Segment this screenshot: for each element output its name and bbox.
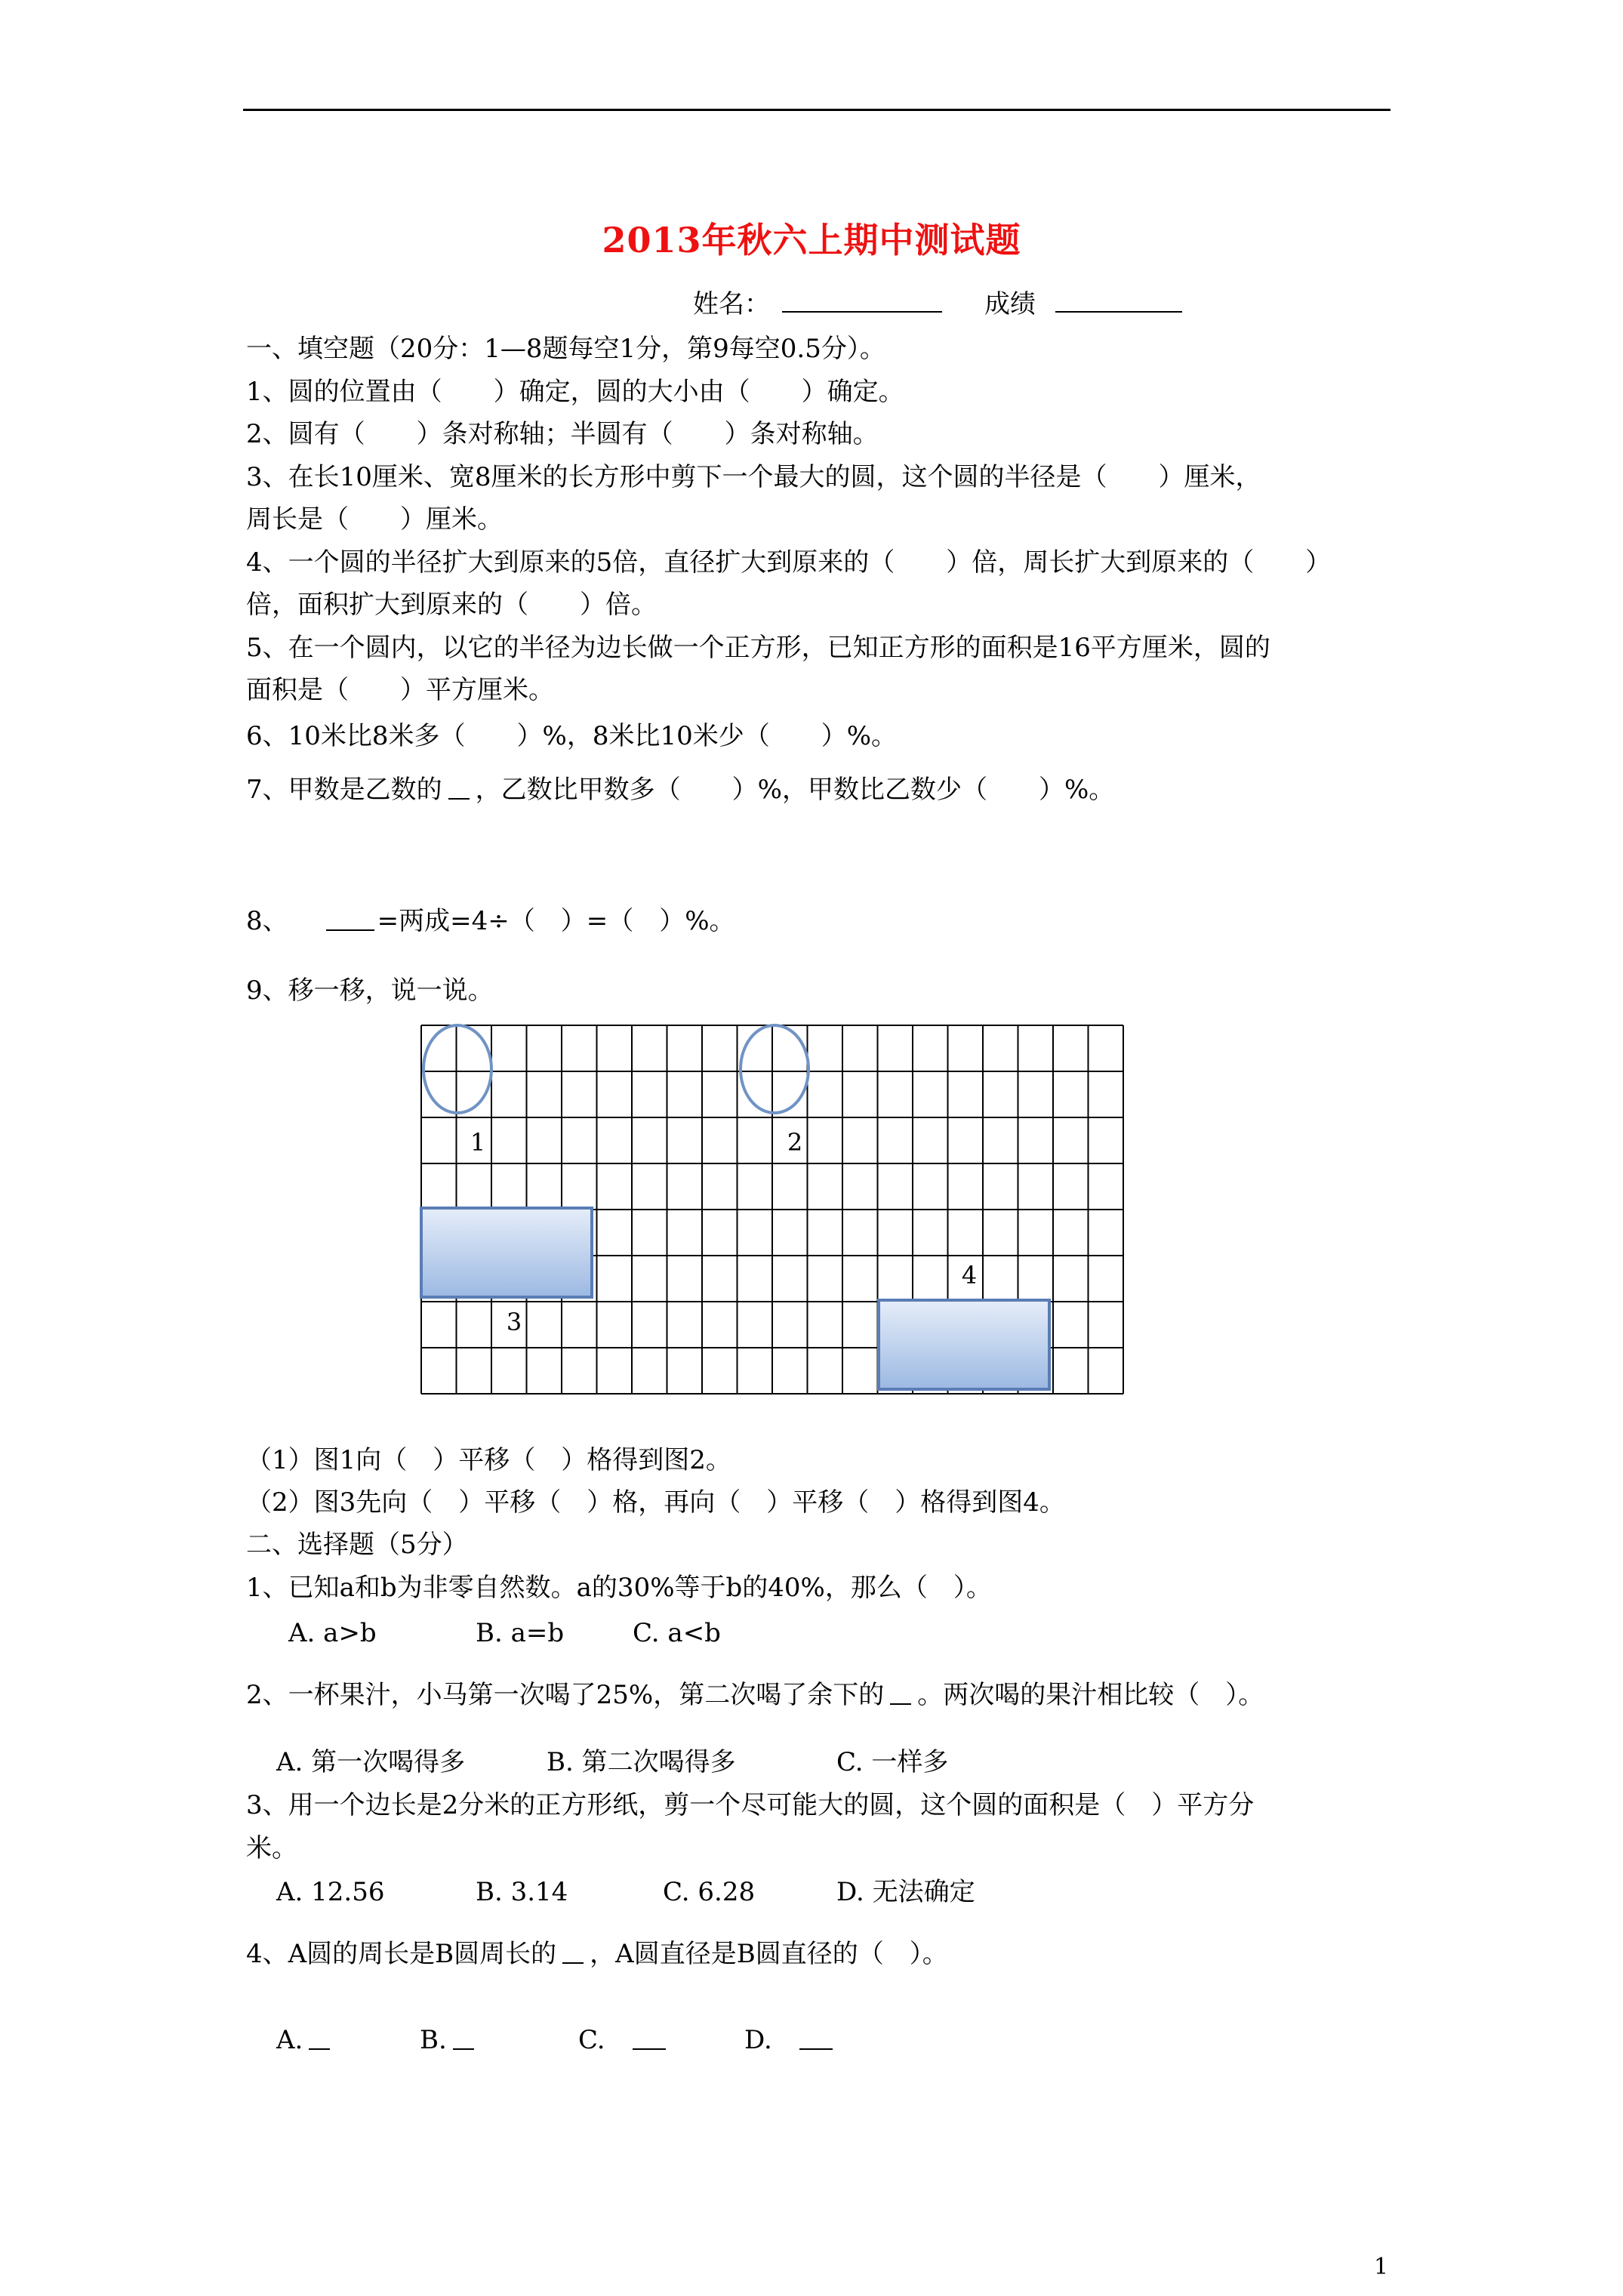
fraction-placeholder <box>326 914 374 931</box>
option-letter: B. <box>420 2025 447 2055</box>
fraction-placeholder <box>799 2033 833 2050</box>
page-number: 1 <box>1374 2254 1389 2280</box>
question-1-8-number: 8、 <box>246 906 288 936</box>
fraction-placeholder <box>890 1688 911 1705</box>
fraction-placeholder <box>633 2033 666 2050</box>
grid-label-2: 2 <box>787 1128 803 1157</box>
fraction-placeholder <box>562 1947 584 1964</box>
question-1-9: 9、移一移，说一说。 <box>246 975 494 1006</box>
question-1-2: 2、圆有（ ）条对称轴；半圆有（ ）条对称轴。 <box>246 419 879 449</box>
question-1-8-text: =两成=4÷（ ）=（ ）%。 <box>377 906 735 936</box>
fraction-placeholder <box>448 783 470 800</box>
question-1-9-sub1: （1）图1向（ ）平移（ ）格得到图2。 <box>246 1445 731 1475</box>
question-1-9-sub2: （2）图3先向（ ）平移（ ）格，再向（ ）平移（ ）格得到图4。 <box>246 1487 1065 1518</box>
question-2-1-option-a[interactable]: A. a>b <box>288 1618 377 1648</box>
option-letter: C. <box>578 2025 605 2055</box>
question-2-4-option-d[interactable] <box>744 2025 839 2055</box>
question-2-4-part2: ，A圆直径是B圆直径的（ ）。 <box>590 1939 948 1969</box>
question-2-3-line1: 3、用一个边长是2分米的正方形纸，剪一个尽可能大的圆，这个圆的面积是（ ）平方分 <box>246 1790 1255 1820</box>
name-blank[interactable] <box>782 288 942 313</box>
rectangle-figure-4 <box>879 1300 1049 1389</box>
question-2-3-option-d[interactable]: D. 无法确定 <box>836 1877 975 1907</box>
question-2-4-option-a[interactable] <box>276 2025 336 2055</box>
fraction-placeholder <box>309 2033 330 2050</box>
score-blank[interactable] <box>1055 288 1182 313</box>
question-2-2-option-b[interactable]: B. 第二次喝得多 <box>547 1747 736 1777</box>
circle-figure-1 <box>423 1025 491 1113</box>
question-1-3-line2: 周长是（ ）厘米。 <box>246 504 503 535</box>
question-2-3-option-b[interactable]: B. 3.14 <box>476 1877 568 1907</box>
question-1-5-line2: 面积是（ ）平方厘米。 <box>246 675 554 705</box>
option-letter: D. <box>744 2025 772 2055</box>
rectangle-figure-3 <box>421 1208 592 1297</box>
question-2-4 <box>246 1939 948 1969</box>
question-1-5-line1: 5、在一个圆内，以它的半径为边长做一个正方形，已知正方形的面积是16平方厘米，圆的 <box>246 633 1270 663</box>
question-2-1: 1、已知a和b为非零自然数。a的30%等于b的40%，那么（ ）。 <box>246 1573 992 1603</box>
grid-label-3: 3 <box>506 1308 522 1336</box>
question-2-4-part1: 4、A圆的周长是B圆周长的 <box>246 1939 557 1969</box>
question-2-3-option-c[interactable]: C. 6.28 <box>663 1877 756 1907</box>
name-label: 姓名： <box>693 289 770 319</box>
translation-grid <box>420 1024 1125 1395</box>
question-2-2-part2: 。两次喝的果汁相比较（ ）。 <box>917 1680 1264 1710</box>
question-1-1: 1、圆的位置由（ ）确定，圆的大小由（ ）确定。 <box>246 377 904 407</box>
question-2-4-option-b[interactable] <box>420 2025 480 2055</box>
question-2-3-option-a[interactable]: A. 12.56 <box>276 1877 385 1907</box>
question-1-8 <box>246 906 735 936</box>
question-2-3-line2: 米。 <box>246 1833 297 1863</box>
section1-heading: 一、填空题（20分：1—8题每空1分，第9每空0.5分）。 <box>246 334 885 364</box>
question-1-6: 6、10米比8米多（ ）%，8米比10米少（ ）%。 <box>246 721 898 751</box>
section2-heading: 二、选择题（5分） <box>246 1530 468 1560</box>
header-rule <box>243 109 1390 111</box>
question-1-7-part2: ，乙数比甲数多（ ）%，甲数比乙数少（ ）%。 <box>475 775 1115 805</box>
question-2-2-option-c[interactable]: C. 一样多 <box>836 1747 949 1777</box>
question-2-2-part1: 2、一杯果汁，小马第一次喝了25%，第二次喝了余下的 <box>246 1680 885 1710</box>
grid-label-1: 1 <box>470 1128 486 1157</box>
question-2-1-option-c[interactable]: C. a<b <box>633 1618 721 1648</box>
score-label: 成绩 <box>984 289 1036 319</box>
circle-figure-2 <box>741 1025 808 1113</box>
question-1-4-line2: 倍，面积扩大到原来的（ ）倍。 <box>246 590 657 620</box>
page-title: 2013年秋六上期中测试题 <box>602 220 1021 260</box>
question-2-4-option-c[interactable] <box>578 2025 672 2055</box>
question-1-4-line1: 4、一个圆的半径扩大到原来的5倍，直径扩大到原来的（ ）倍，周长扩大到原来的（ ） <box>246 547 1332 578</box>
name-score-row <box>693 288 1182 319</box>
question-2-2-option-a[interactable]: A. 第一次喝得多 <box>276 1747 466 1777</box>
grid-label-4: 4 <box>961 1261 978 1290</box>
question-1-3-line1: 3、在长10厘米、宽8厘米的长方形中剪下一个最大的圆，这个圆的半径是（ ）厘米， <box>246 462 1261 492</box>
question-2-1-option-b[interactable]: B. a=b <box>476 1618 565 1648</box>
fraction-placeholder <box>453 2033 474 2050</box>
option-letter: A. <box>276 2025 303 2055</box>
question-1-7-part1: 7、甲数是乙数的 <box>246 775 442 805</box>
question-2-2 <box>246 1680 1264 1710</box>
question-1-7 <box>246 775 1114 805</box>
